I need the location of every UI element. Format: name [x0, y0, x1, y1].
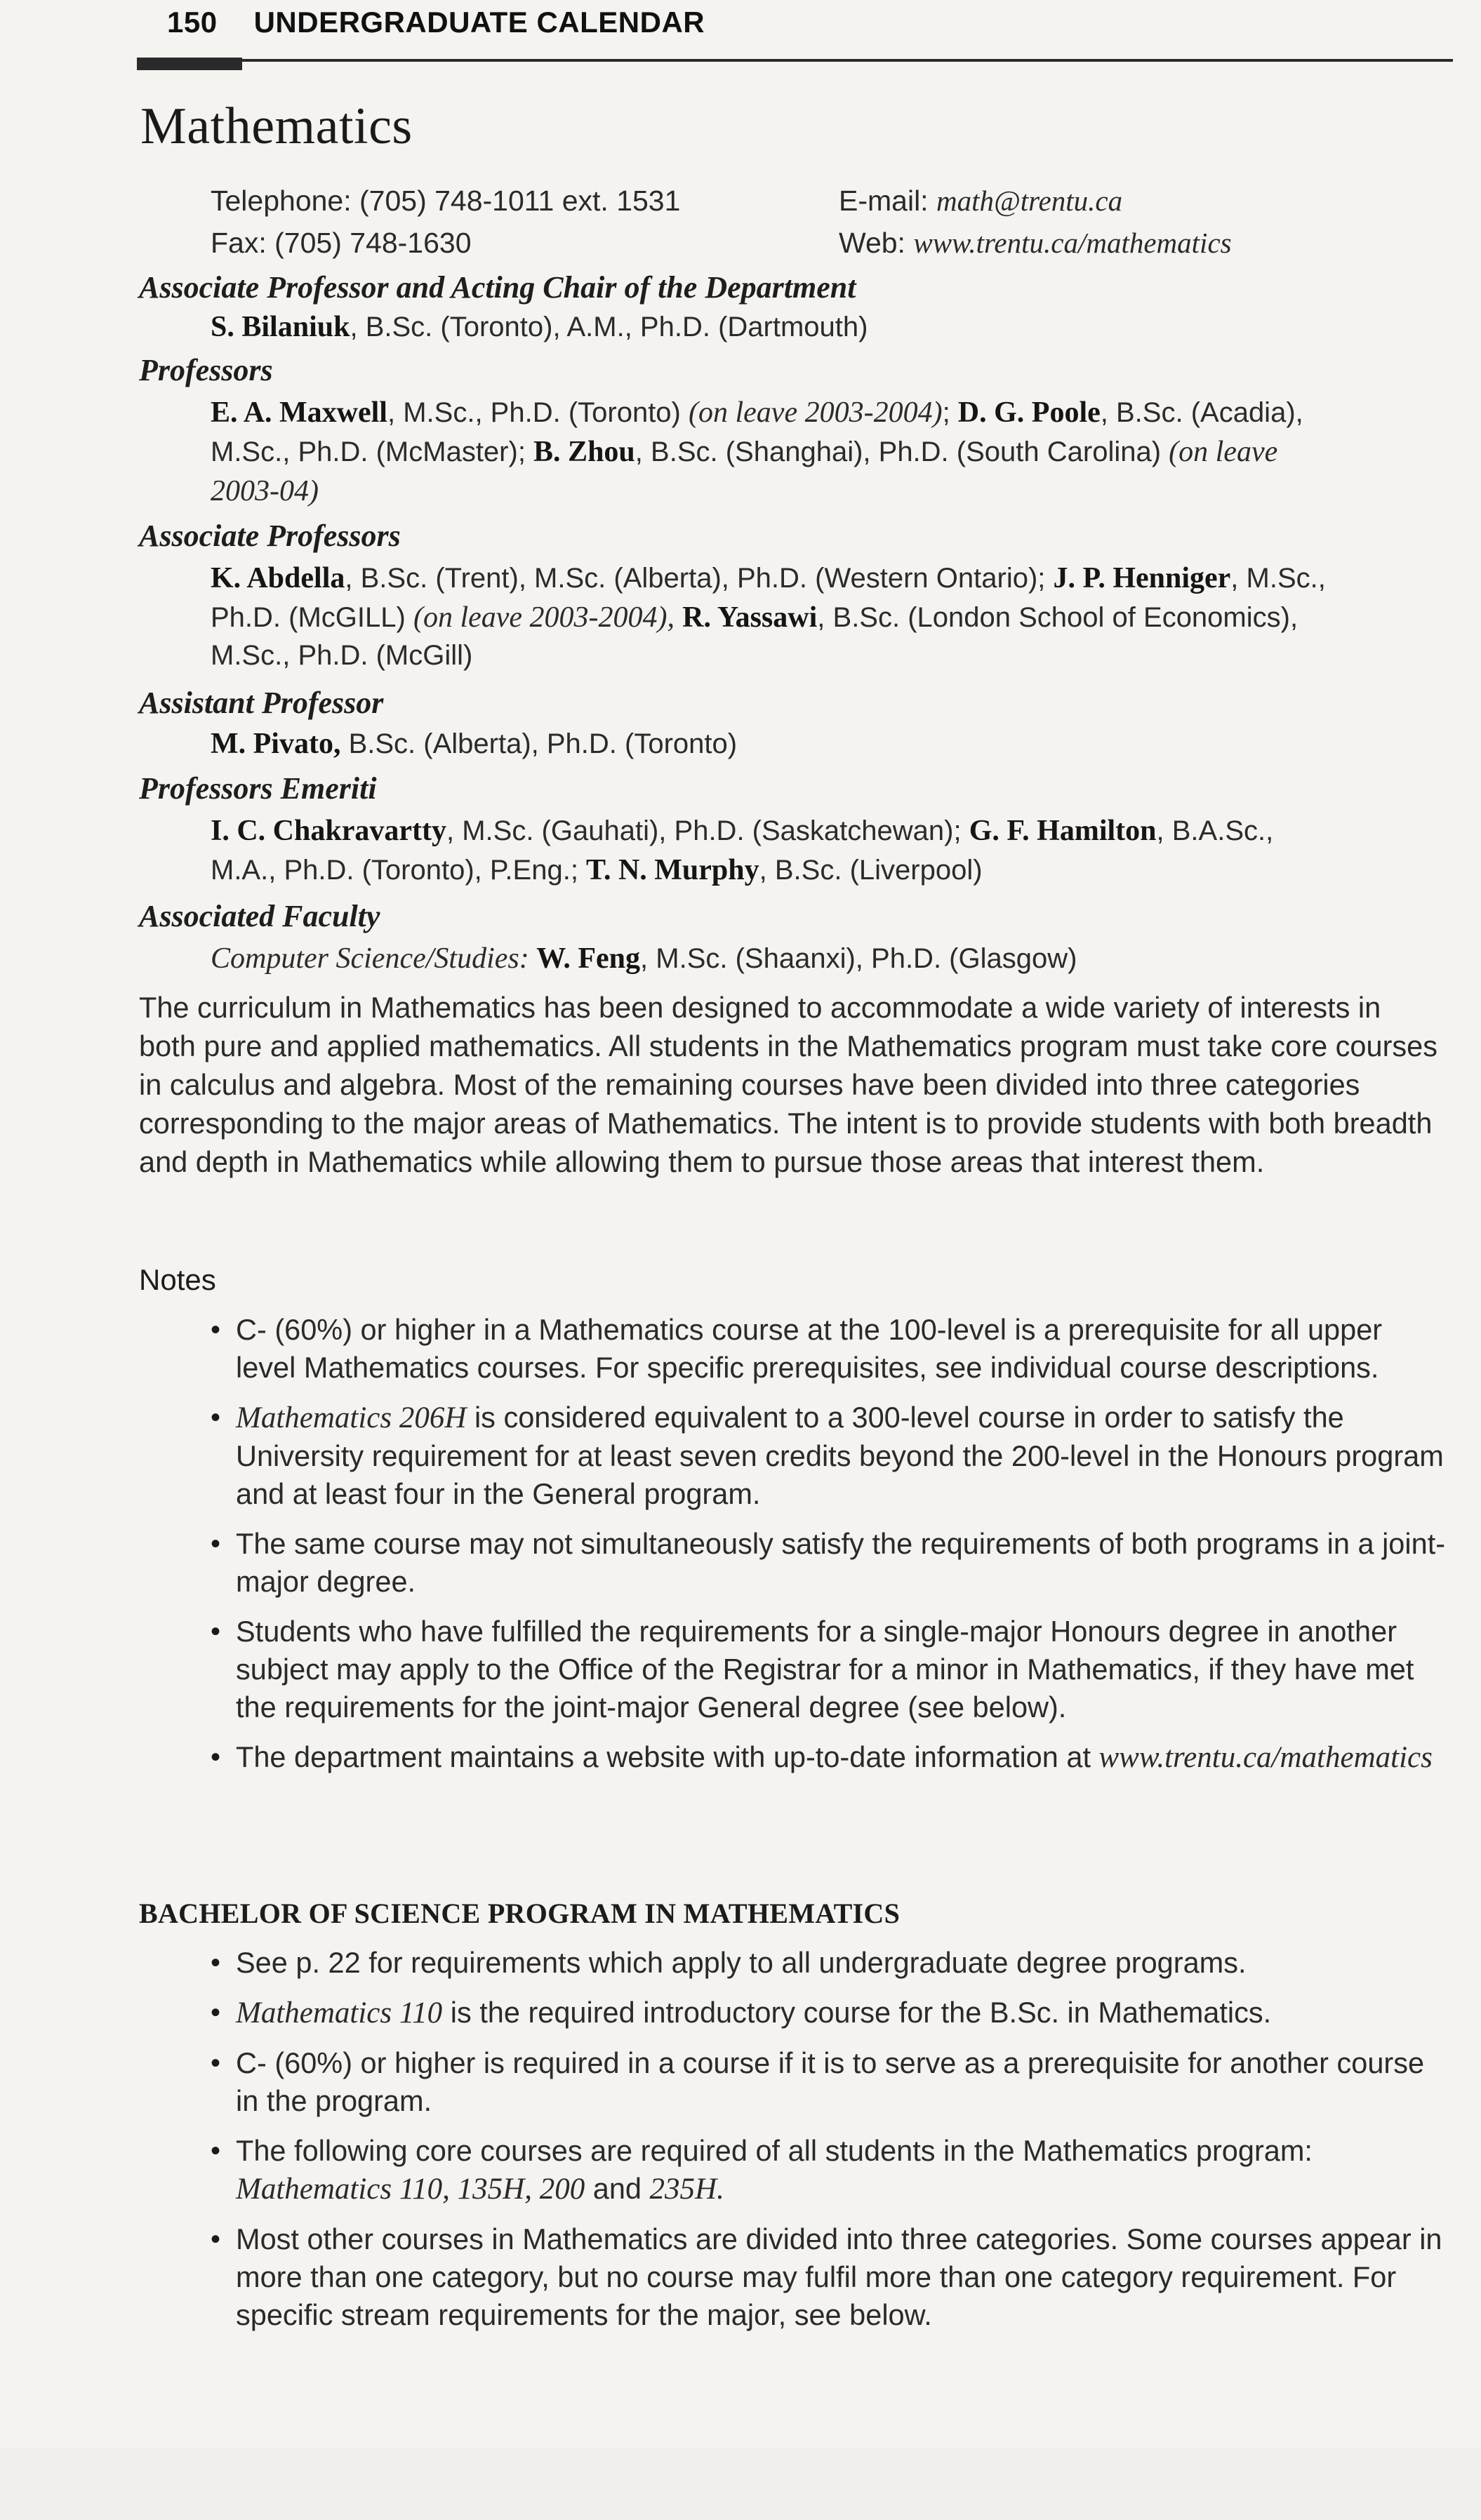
program-item: • Mathematics 110 is the required introductory course for the B.Sc. in Mathematics.	[211, 1994, 1449, 2032]
program-item: • See p. 22 for requirements which apply to all undergraduate degree programs.	[211, 1944, 1449, 1982]
note-item: • The same course may not simultaneously satisfy the requirements of both programs in a joint-major degree.	[211, 1525, 1449, 1601]
intro-paragraph: The curriculum in Mathematics has been designed to accommodate a wide variety of interests in both pure and applied mathematics. All students in the Mathematics program must take core courses in calculus and algebra. Most of the remaining courses have been divided into three categories corresponding to the major areas of Mathematics. The intent is to provide students with both breadth and depth in Mathematics while allowing them to pursue those areas that interest them.	[139, 991, 1437, 1178]
contact-right	[839, 180, 1232, 264]
running-title: UNDERGRADUATE CALENDAR	[253, 6, 705, 39]
fax: Fax: (705) 748-1630	[211, 227, 472, 259]
website-link[interactable]: www.trentu.ca/mathematics	[1098, 1741, 1433, 1774]
associate-professors-line-3: M.Sc., Ph.D. (McGill)	[211, 640, 473, 671]
bsc-program-list	[211, 1944, 1449, 2346]
note-item: • Students who have fulfilled the requirements for a single-major Honours degree in another subject may apply to the Office of the Registrar for a minor in Mathematics, if they have met the requirements for the joint-major General degree (see below).	[211, 1613, 1449, 1726]
contact-left	[211, 180, 680, 264]
email-line	[839, 180, 1232, 222]
note-item: • The department maintains a website with up-to-date information at www.trentu.ca/mathematics	[211, 1738, 1449, 1777]
web-line	[839, 222, 1232, 264]
associate-professors-heading: Associate Professors	[139, 519, 401, 553]
professors-line-1: E. A. Maxwell, M.Sc., Ph.D. (Toronto) (on leave 2003-2004); D. G. Poole, B.Sc. (Acadia),	[211, 396, 1303, 429]
page-bottom-margin	[0, 2448, 1481, 2520]
note-item: • C- (60%) or higher in a Mathematics course at the 100-level is a prerequisite for all upper level Mathematics courses. For specific prerequisites, see individual course descriptions.	[211, 1311, 1449, 1387]
telephone: Telephone: (705) 748-1011 ext. 1531	[211, 185, 681, 217]
program-item: • C- (60%) or higher is required in a course if it is to serve as a prerequisite for another course in the program.	[211, 2044, 1449, 2120]
professors-heading: Professors	[139, 353, 273, 387]
associated-faculty-line: Computer Science/Studies: W. Feng, M.Sc. (Shaanxi), Ph.D. (Glasgow)	[211, 942, 1077, 975]
assistant-professor-line: M. Pivato, B.Sc. (Alberta), Ph.D. (Toronto)	[211, 728, 738, 760]
page-number: 150	[167, 6, 218, 39]
note-item: • Mathematics 206H is considered equivalent to a 300-level course in order to satisfy the University requirement for at least seven credits beyond the 200-level in the Honours program and at least four in the General program.	[211, 1399, 1449, 1513]
email-label: E-mail:	[839, 185, 929, 217]
program-item: • Most other courses in Mathematics are divided into three categories. Some courses appear in more than one category, but no course may fulfil more than one category requirement. For specific stream requirements for the major, see below.	[211, 2220, 1449, 2334]
email-link[interactable]: math@trentu.ca	[936, 185, 1123, 217]
professors-emeriti-line-1: I. C. Chakravartty, M.Sc. (Gauhati), Ph.D. (Saskatchewan); G. F. Hamilton, B.A.Sc.,	[211, 815, 1274, 847]
associate-professors-line-2: Ph.D. (McGILL) (on leave 2003-2004), R. Yassawi, B.Sc. (London School of Economics),	[211, 601, 1299, 634]
professors-emeriti-heading: Professors Emeriti	[139, 771, 377, 806]
header-rule-line	[137, 59, 1453, 62]
associated-faculty-heading: Associated Faculty	[139, 899, 380, 933]
professors-emeriti-line-2: M.A., Ph.D. (Toronto), P.Eng.; T. N. Murphy, B.Sc. (Liverpool)	[211, 854, 983, 886]
notes-heading: Notes	[139, 1263, 216, 1296]
acting-chair-heading: Associate Professor and Acting Chair of the Department	[139, 270, 856, 305]
web-link[interactable]: www.trentu.ca/mathematics	[913, 227, 1232, 259]
associate-professors-line-1: K. Abdella, B.Sc. (Trent), M.Sc. (Alberta), Ph.D. (Western Ontario); J. P. Henniger, M.Sc.,	[211, 562, 1326, 594]
web-label: Web:	[839, 227, 905, 259]
notes-list	[211, 1311, 1449, 1789]
acting-chair-line: S. Bilaniuk, B.Sc. (Toronto), A.M., Ph.D. (Dartmouth)	[211, 311, 868, 343]
professors-line-2: M.Sc., Ph.D. (McMaster); B. Zhou, B.Sc. (Shanghai), Ph.D. (South Carolina) (on leave	[211, 436, 1278, 468]
professors-line-3: 2003-04)	[211, 475, 319, 507]
bsc-program-heading: BACHELOR OF SCIENCE PROGRAM IN MATHEMATICS	[139, 1898, 901, 1929]
assistant-professor-heading: Assistant Professor	[139, 686, 384, 720]
running-header	[167, 6, 705, 39]
department-title: Mathematics	[140, 98, 413, 155]
program-item: • The following core courses are required of all students in the Mathematics program: Mathematics 110, 135H, 200 and 235H.	[211, 2132, 1449, 2208]
